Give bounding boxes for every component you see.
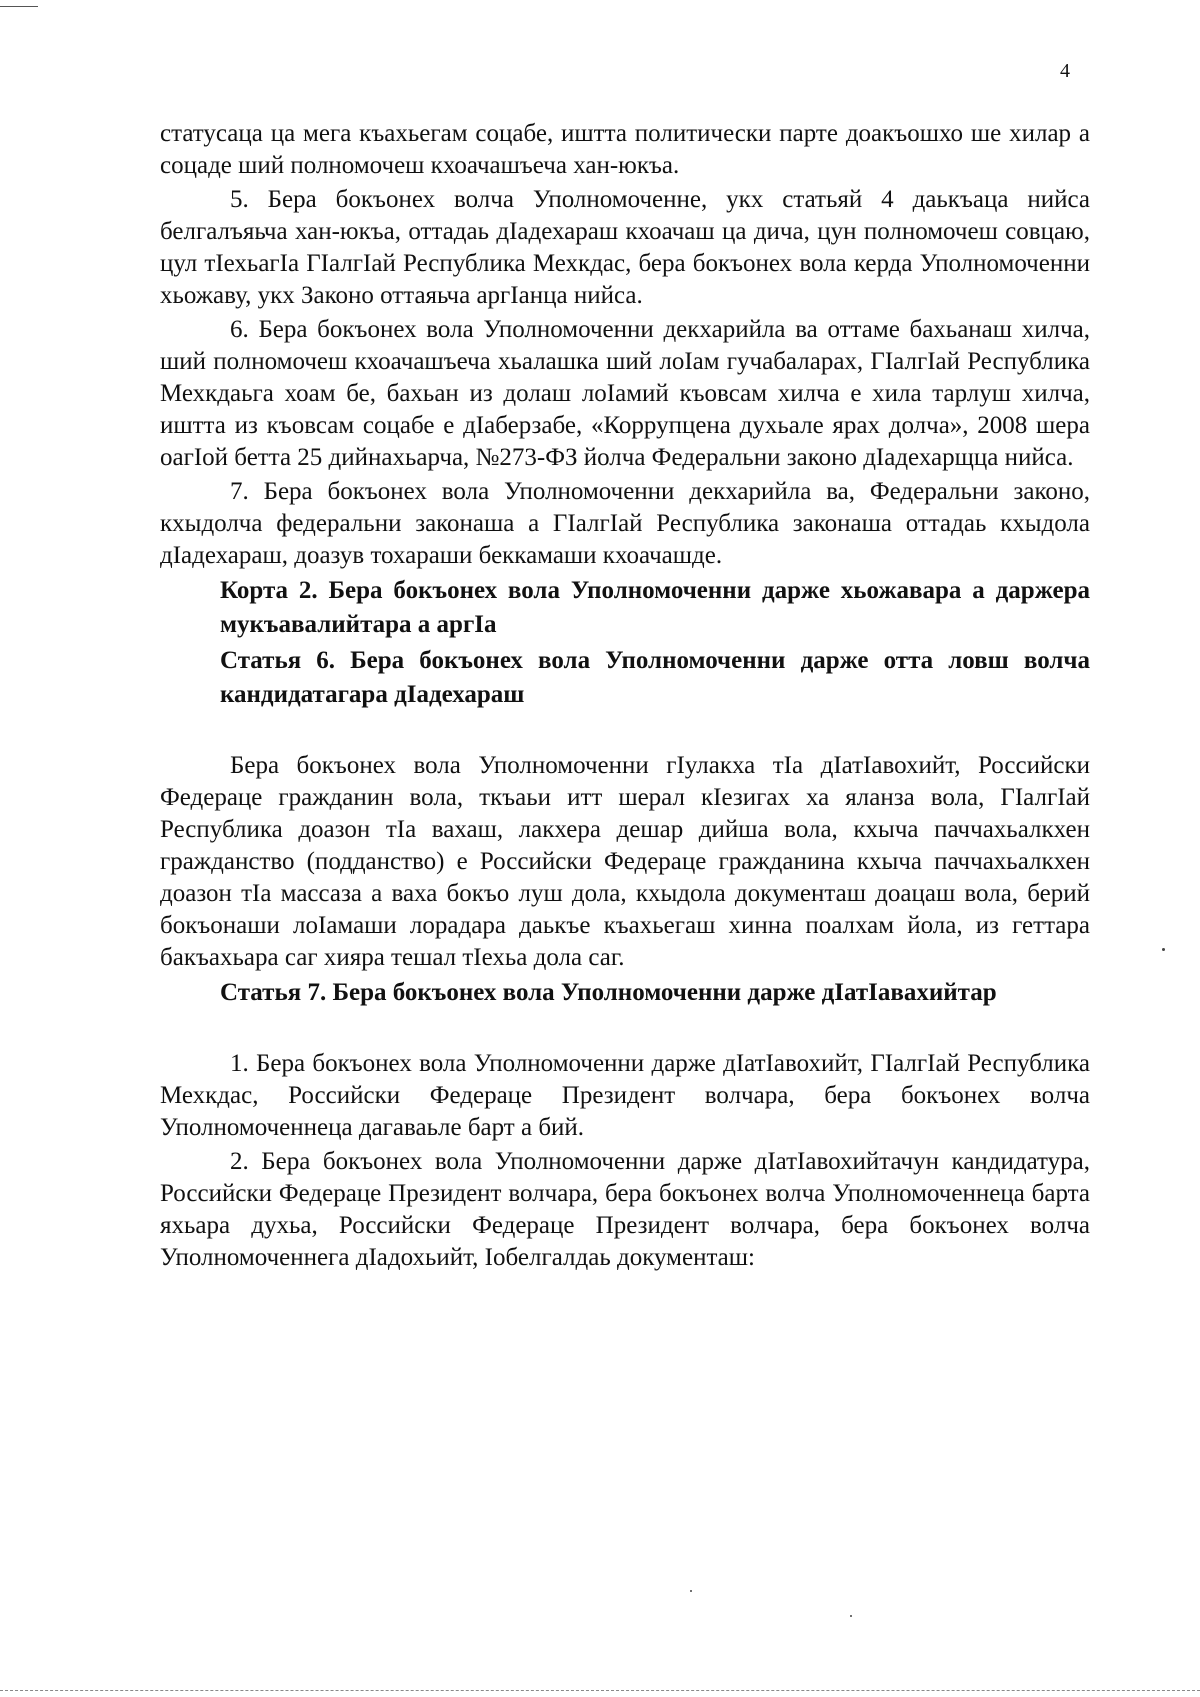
- article-6-heading: Статья 6. Бера бокъонех вола Уполномоченни дарже отта ловш волча кандидатагара дIадехараш: [220, 647, 1090, 708]
- paragraph-item-5: 5. Бера бокъонех волча Уполномоченне, укх статьяй 4 даькъаца нийса белгалъяьча хан-юкъа, оттадаь дIадехараш кхоачаш ца дича, цун полномочеш совцаю, цул тIехьагIа ГIалгIай Республика Мехкдас, бера бокъонех вола керда Уполномоченни хьожаву, укх Законо оттаяьча аргIанца нийса.: [160, 186, 1090, 309]
- article-7-item-1: 1. Бера бокъонех вола Уполномоченни дарже дIатIавохийт, ГIалгIай Республика Мехкдас, Российски Федераце Президент волчара, бера бокъонех волча Уполномоченнеца дагаваьле барт а бий.: [160, 1050, 1090, 1141]
- page-number: 4: [1060, 60, 1070, 82]
- scan-speck: [850, 1615, 852, 1617]
- article-7-item-2: 2. Бера бокъонех вола Уполномоченни дарже дIатIавохийтачун кандидатура, Российски Федераце Президент волчара, бера бокъонех волча Уполномоченнеца барта яхьара духьа, Российски Федераце Президент волчара, бера бокъонех волча Уполномоченнега дIадохьийт, Iобелгалдаь документаш:: [160, 1148, 1090, 1271]
- article-6-text: Бера бокъонех вола Уполномоченни гIулакха тIа дIатIавохийт, Российски Федераце гражданин вола, ткъаьи итт шерал кIезигах ха яланза вола, ГIалгIай Республика доазон тIа вахаш, лакхера дешар дийша вола, кхыча паччахьалкхен гражданство (подданство) е Российски Федераце гражданина кхыча паччахьалкхен доазон тIа массаза а ваха бокъо луш дола, кхыдола документаш доацаш вола, берий бокъонаши лоIамаши лорадара даькъе къахьегаш хинна поалхам йола, из геттара бакъахьара саг хиярa тешал тIехьа дола саг.: [160, 752, 1090, 971]
- scan-speck: [1162, 948, 1165, 951]
- paragraph-continuation: статусаца ца мега къахьегам соцабе, иштта политически парте доакъошхо ше хилар а соцаде ший полномочеш кхоачашъеча хан-юкъа.: [160, 120, 1090, 179]
- scan-speck: [690, 1590, 692, 1592]
- scan-edge-mark: [0, 6, 38, 7]
- document-body: [160, 118, 1090, 1274]
- article-7-heading: Статья 7. Бера бокъонех вола Уполномоченни дарже дIатIавахийтар: [220, 979, 997, 1006]
- scan-bottom-edge: [0, 1690, 1200, 1691]
- paragraph-item-6: 6. Бера бокъонех вола Уполномоченни декхарийла ва оттаме бахьанаш хилча, ший полномочеш кхоачашъеча хьалашка ший лоIам гучабаларах, ГIалгIай Республика Мехкдаьга хоам бе, бахьан из долаш лоIамий къовсам хилча е хила тарлуш хилча, иштта из къовсам соцабе е дIаберзабе, «Коррупцена духьале ярах долча», 2008 шера оагIой бетта 25 дийнахьарча, №273-ФЗ йолча Федеральни законо дIадехарщца нийса.: [160, 316, 1090, 471]
- chapter-heading: Корта 2. Бера бокъонех вола Уполномоченни дарже хьожавара а даржера мукъавалийтара а аргIа: [220, 577, 1090, 638]
- paragraph-item-7: 7. Бера бокъонех вола Уполномоченни декхарийла ва, Федеральни законо, кхыдолча федеральни законаша а ГIалгIай Республика законаша оттадаь кхыдола дIадехараш, доазув тохараши беккамаши кхоачашде.: [160, 478, 1090, 569]
